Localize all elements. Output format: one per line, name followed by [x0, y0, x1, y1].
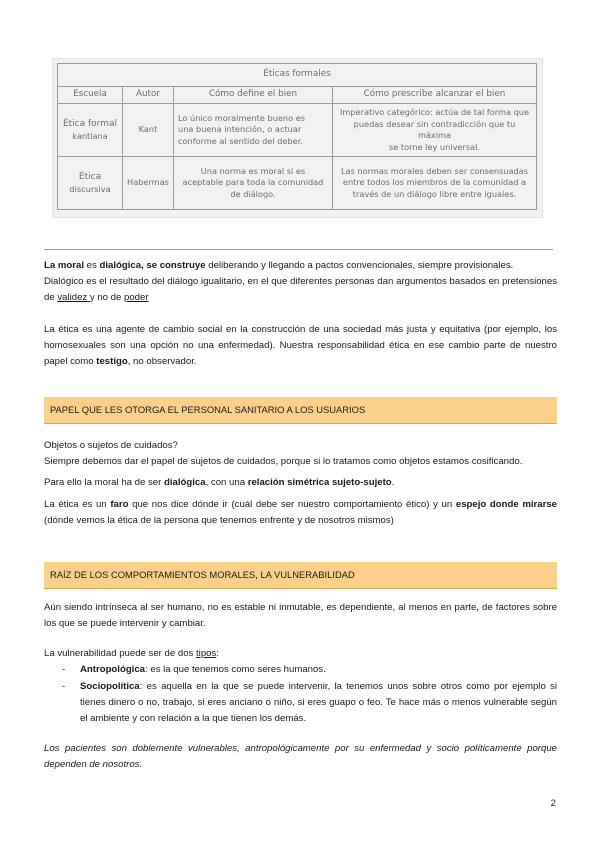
- cell-prescribe: Imperativo categórico: actúa de tal forma que puedas desear sin contradicción que tu máxima se torne ley universal.: [333, 104, 537, 157]
- cell-define: Una norma es moral si es aceptable para toda la comunidad de diálogo.: [174, 157, 333, 210]
- cell-autor: Habermas: [123, 157, 174, 210]
- cell-prescribe: Las normas morales deben ser consensuadas entre todos los miembros de la comunidad a través de un diálogo libre entre iguales.: [333, 157, 537, 210]
- eticas-formales-table: [57, 63, 537, 210]
- list-bullet: -: [62, 664, 66, 675]
- paragraph-dialogico: Dialógico es el resultado del diálogo igualitario, en el que diferentes personas dan argumentos basados en pretensiones de validez y no de poder: [44, 276, 557, 304]
- cell-define: Lo único moralmente bueno es una buena intención, o actuar conforme al sentido del deber.: [174, 104, 333, 157]
- question-objetos: Objetos o sujetos de cuidados?: [44, 440, 178, 451]
- header-prescribe: Cómo prescribe alcanzar el bien: [333, 87, 537, 104]
- paragraph-dialogica: Para ello la moral ha de ser dialógica, con una relación simétrica sujeto-sujeto.: [44, 477, 395, 488]
- table-caption: Éticas formales: [58, 64, 537, 87]
- paragraph-faro: La ética es un faro que nos dice dónde ir (cuál debe ser nuestro comportamiento ético) y un espejo donde mirarse (dónde vemos la ética de la persona que tenemos enfrente y de nosotros mismos): [44, 499, 558, 527]
- list-item-sociopolitica: Sociopolítica: es aquella en la que se puede intervenir, la tenemos unos sobre otros como por ejemplo si tienes dinero o no, trabajo, si eres anciano o niño, si eres guapo o feo. Te hace más o menos vulnerable según el ambiente y con relación a la que tienen los demás.: [80, 681, 557, 725]
- list-bullet: -: [62, 681, 66, 692]
- paragraph-moral: La moral es dialógica, se construye deliberando y llegando a pactos convencionales, siempre provisionales.: [44, 260, 514, 271]
- section-header-vulnerabilidad: RAÍZ DE LOS COMPORTAMIENTOS MORALES, LA VULNERABILIDAD: [44, 562, 557, 589]
- cell-escuela: Ética discursiva: [58, 157, 123, 210]
- page-number: 2: [550, 798, 556, 809]
- paragraph-tipos: La vulnerabilidad puede ser de dos tipos:: [44, 648, 219, 659]
- paragraph-intrinseca: Aún siendo intrínseca al ser humano, no es estable ni inmutable, es dependiente, al menos en parte, de factores sobre los que se puede intervenir y cambiar.: [44, 602, 557, 630]
- divider: [44, 249, 553, 250]
- list-item-antropologica: Antropológica: es la que tenemos como seres humanos.: [80, 664, 326, 675]
- table-row: [58, 104, 537, 157]
- header-autor: Autor: [123, 87, 174, 104]
- header-escuela: Escuela: [58, 87, 123, 104]
- cell-autor: Kant: [123, 104, 174, 157]
- paragraph-sujetos: Siempre debemos dar el papel de sujetos de cuidados, porque si lo tratamos como objetos estamos cosificando.: [44, 456, 523, 467]
- paragraph-etica-cambio: La ética es una agente de cambio social en la construcción de una sociedad más justa y equitativa (por ejemplo, los homosexuales son una opción no una enfermedad). Nuestra responsabilidad ética en ese cambio parte de nuestro papel como testigo, no observador.: [44, 324, 557, 368]
- cell-escuela: Ética formal kantiana: [58, 104, 123, 157]
- table-image: [52, 58, 543, 218]
- header-define: Cómo define el bien: [174, 87, 333, 104]
- paragraph-pacientes: Los pacientes son doblemente vulnerables, antropológicamente por su enfermedad y socio políticamente porque dependen de nosotros.: [44, 743, 557, 771]
- table-row: [58, 157, 537, 210]
- section-header-papel: PAPEL QUE LES OTORGA EL PERSONAL SANITARIO A LOS USUARIOS: [44, 397, 557, 424]
